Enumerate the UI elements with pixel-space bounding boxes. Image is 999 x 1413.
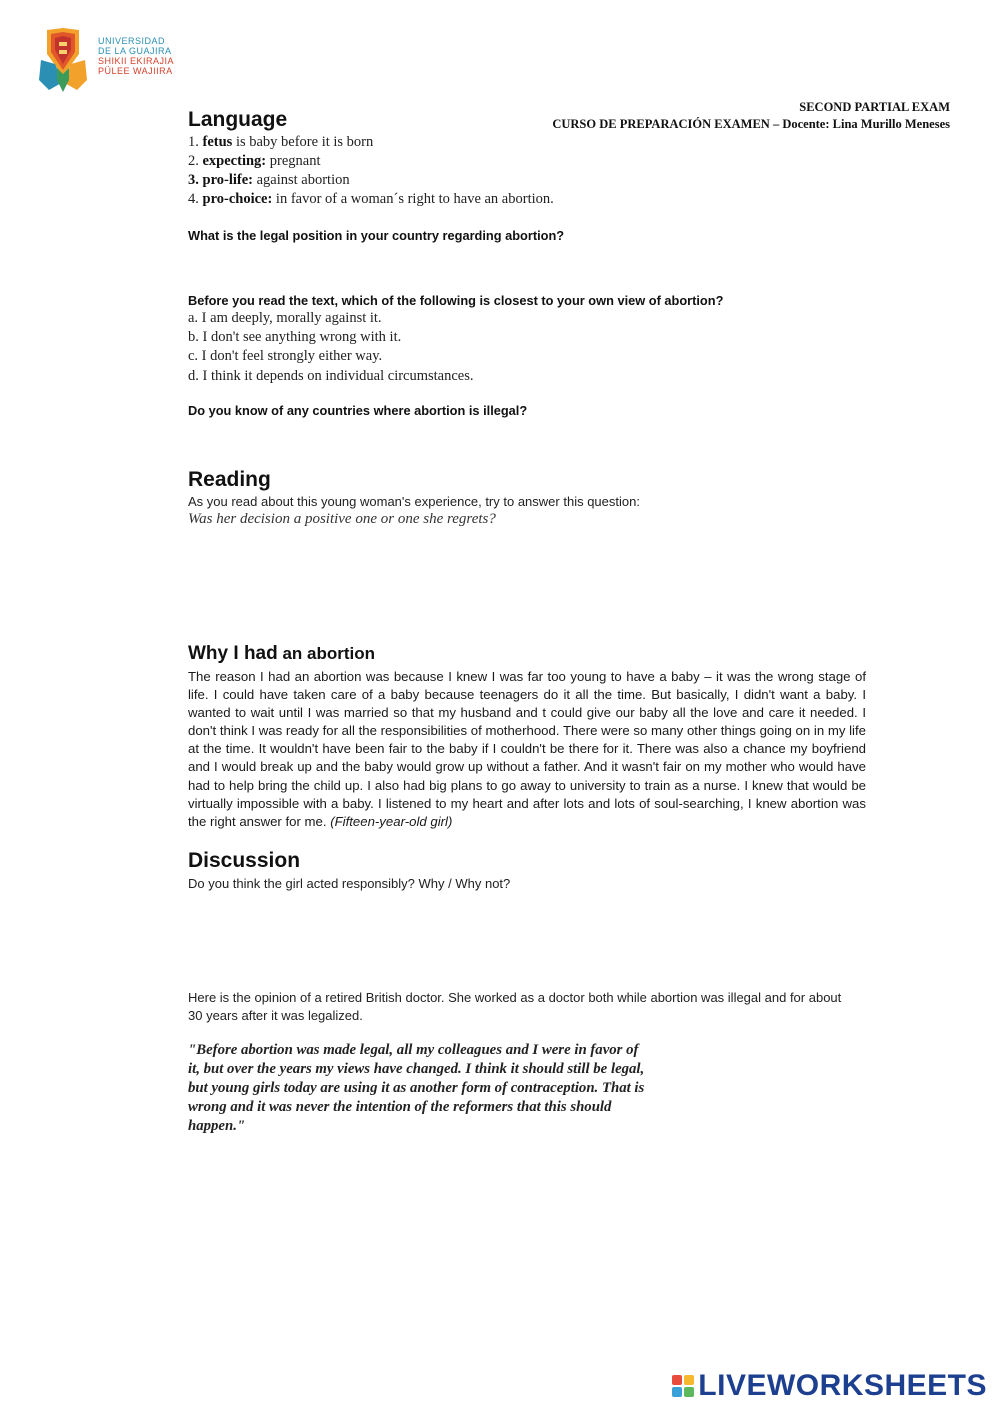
vocab-number: 2.: [188, 153, 199, 169]
reading-question: Was her decision a positive one or one she regrets?: [188, 511, 496, 527]
question-legal-position: What is the legal position in your country regarding abortion?: [188, 228, 565, 243]
vocab-item: [188, 153, 320, 170]
reading-intro: As you read about this young woman's experience, try to answer this question:: [188, 494, 640, 509]
vocab-number: 1.: [188, 134, 199, 150]
vocab-number: 3.: [188, 172, 199, 188]
vocab-term: expecting:: [202, 153, 267, 169]
question-own-view: Before you read the text, which of the following is closest to your own view of abortion?: [188, 293, 724, 308]
vocab-term: pro-choice:: [202, 191, 273, 207]
discussion-question: Do you think the girl acted responsibly? Why / Why not?: [188, 876, 511, 891]
logo-line-3: SHIKII EKIRAJIA: [98, 56, 175, 66]
course-title: CURSO DE PREPARACIÓN EXAMEN – Docente: Lina Murillo Meneses: [552, 117, 950, 131]
vocab-item: [188, 134, 373, 151]
vocab-definition: against abortion: [252, 172, 350, 188]
story-heading: [188, 643, 375, 665]
logo-line-1: UNIVERSIDAD: [98, 36, 166, 46]
option-b: b. I don't see anything wrong with it.: [188, 329, 402, 345]
liveworksheets-wordmark: LIVEWORKSHEETS: [698, 1369, 987, 1402]
story-body: [188, 668, 866, 831]
exam-title: SECOND PARTIAL EXAM: [799, 100, 950, 114]
option-d: d. I think it depends on individual circumstances.: [188, 368, 474, 384]
vocab-term: fetus: [202, 134, 233, 150]
vocab-number: 4.: [188, 191, 199, 207]
doctor-opinion-intro: Here is the opinion of a retired British doctor. She worked as a doctor both while abortion was illegal and for about 30 years after it was legalized.: [188, 990, 842, 1023]
language-heading: Language: [188, 108, 288, 131]
vocab-item: [188, 191, 554, 208]
option-a: a. I am deeply, morally against it.: [188, 310, 382, 326]
vocab-definition: pregnant: [266, 153, 321, 169]
vocab-definition: in favor of a woman´s right to have an abortion.: [272, 191, 554, 207]
discussion-heading: Discussion: [188, 849, 301, 872]
vocab-item: [188, 172, 350, 189]
story-heading-part-b: an abortion: [277, 644, 376, 663]
logo-line-2: DE LA GUAJIRA: [98, 46, 172, 56]
liveworksheets-brand: [672, 1371, 987, 1401]
question-countries: Do you know of any countries where abortion is illegal?: [188, 403, 528, 418]
story-text: The reason I had an abortion was because I knew I was far too young to have a baby – it was the wrong stage of life. I could have taken care of a baby because teenagers do it all the time. But basically, I didn't want a baby. I wanted to wait until I was married so that my husband and t could give our baby all the love and care it needed. I don't think I was ready for all the responsibilities of motherhood. There were so many other things going on in my life at the time. It wouldn't have been fair to the baby if I couldn't be there for it. There was also a chance my boyfriend and I would break up and the baby would grow up without a father. And it wasn't fair on my mother who would have had to help bring the child up. I also had big plans to go away to university to train as a nurse. I knew that would be virtually impossible with a baby. I listened to my heart and after lots and lots of soul-searching, I knew abortion was the right answer for me.: [188, 669, 866, 829]
doctor-quote: "Before abortion was made legal, all my colleagues and I were in favor of it, but over the years my views have changed. I think it should still be legal, but young girls today are using it as another form of contraception. That is wrong and it was never the intention of the reformers that this should happen.": [188, 1042, 645, 1134]
story-attribution: (Fifteen-year-old girl): [330, 813, 453, 829]
vocab-definition: is baby before it is born: [232, 134, 374, 150]
reading-heading: Reading: [188, 468, 271, 491]
story-heading-part-a: Why I had: [188, 643, 278, 664]
vocab-term: pro-life:: [202, 172, 253, 188]
option-c: c. I don't feel strongly either way.: [188, 348, 383, 364]
university-name: [98, 36, 174, 76]
liveworksheets-logo-icon: [672, 1375, 694, 1397]
logo-line-4: PÜLEE WAJIIRA: [98, 66, 173, 76]
